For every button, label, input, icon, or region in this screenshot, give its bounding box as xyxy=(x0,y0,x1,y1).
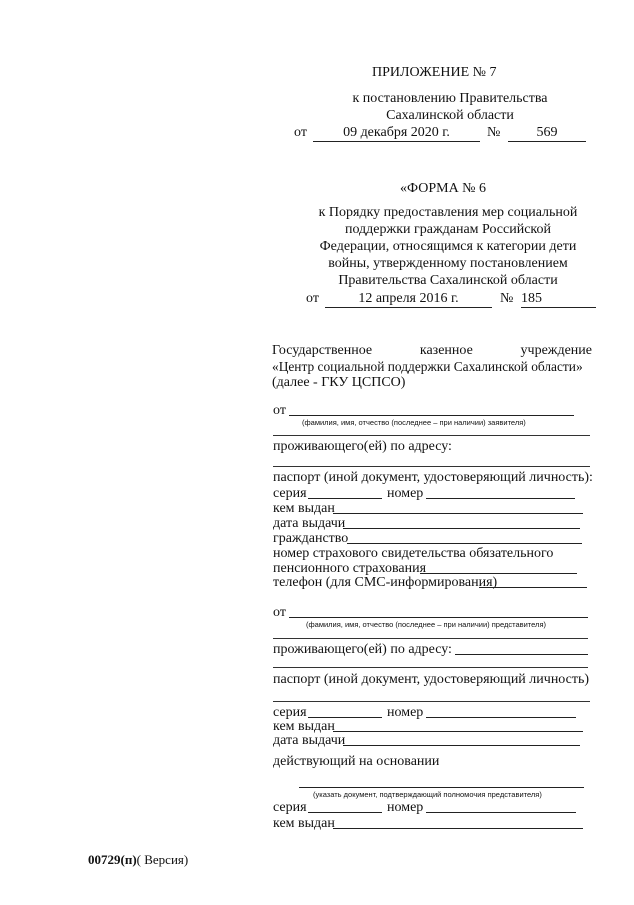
rep-name-line-2[interactable] xyxy=(273,638,588,639)
header-number-label: № xyxy=(487,125,501,140)
rep-address-field[interactable] xyxy=(455,654,588,655)
form-number: 185 xyxy=(521,290,596,308)
addressee-line-1 xyxy=(272,342,592,359)
rep-number-label: номер xyxy=(387,705,424,720)
rep-acting-label: действующий на основании xyxy=(273,754,440,769)
resolution-line-1: к постановлению Правительства xyxy=(352,91,548,106)
applicant-snils-line-1: номер страхового свидетельства обязательного xyxy=(273,546,554,561)
rep-series2-field[interactable] xyxy=(308,812,382,813)
footer-version-text: ( Версия) xyxy=(136,852,189,867)
rep-passport-label: паспорт (иной документ, удостоверяющий личность) xyxy=(273,672,590,687)
addressee-line-2: «Центр социальной поддержки Сахалинской области» xyxy=(272,359,583,374)
form-desc-line-2: поддержки гражданам Российской xyxy=(344,222,552,237)
footer-code: 00729(п) xyxy=(88,852,137,867)
rep-doc-hint: (указать документ, подтверждающий полномочия представителя) xyxy=(313,790,542,799)
applicant-issued-by-label: кем выдан xyxy=(273,501,335,516)
resolution-line-2: Сахалинской области xyxy=(386,108,514,123)
rep-issued-by2-field[interactable] xyxy=(333,828,583,829)
rep-number2-label: номер xyxy=(387,800,424,815)
rep-series-label: серия xyxy=(273,705,307,720)
addressee-word-1: Государственное xyxy=(272,343,373,358)
header-from-label: от xyxy=(294,125,307,140)
addressee-word-3: учреждение xyxy=(520,343,592,358)
rep-series2-label: серия xyxy=(273,800,307,815)
rep-issued-by-label: кем выдан xyxy=(273,719,335,734)
form-desc-line-1: к Порядку предоставления мер социальной xyxy=(318,205,578,220)
rep-number2-field[interactable] xyxy=(426,812,576,813)
form-desc-line-4: войны, утвержденному постановлением xyxy=(328,256,568,271)
applicant-from-label: от xyxy=(273,403,286,418)
applicant-issued-by-field[interactable] xyxy=(333,513,583,514)
rep-issue-date-label: дата выдачи xyxy=(273,733,346,748)
footer-version xyxy=(88,851,188,868)
applicant-series-label: серия xyxy=(273,486,307,501)
applicant-phone-field[interactable] xyxy=(479,587,587,588)
rep-issue-date-field[interactable] xyxy=(343,745,580,746)
applicant-issue-date-field[interactable] xyxy=(343,528,580,529)
addressee-word-2: казенное xyxy=(419,343,473,358)
applicant-residing-label: проживающего(ей) по адресу: xyxy=(273,439,452,454)
applicant-number-label: номер xyxy=(387,486,424,501)
form-from-label: от xyxy=(306,291,319,306)
applicant-passport-label: паспорт (иной документ, удостоверяющий личность): xyxy=(273,470,593,485)
applicant-name-line-2[interactable] xyxy=(273,435,590,436)
form-number-label: № xyxy=(500,291,514,306)
applicant-name-line[interactable] xyxy=(289,415,574,416)
header-number: 569 xyxy=(508,124,586,142)
rep-basis-field[interactable] xyxy=(299,787,584,788)
form-title: «ФОРМА № 6 xyxy=(400,181,487,196)
rep-address-line-2[interactable] xyxy=(273,667,588,668)
applicant-series-field[interactable] xyxy=(308,498,382,499)
applicant-citizenship-field[interactable] xyxy=(347,543,582,544)
rep-issued-by2-label: кем выдан xyxy=(273,816,335,831)
applicant-address-line[interactable] xyxy=(273,466,590,467)
applicant-citizenship-label: гражданство xyxy=(273,531,349,546)
addressee-line-3: (далее - ГКУ ЦСПСО) xyxy=(272,375,406,390)
rep-residing-label: проживающего(ей) по адресу: xyxy=(273,642,452,657)
applicant-phone-label: телефон (для СМС-информирования) xyxy=(273,575,498,590)
applicant-name-hint: (фамилия, имя, отчество (последнее – при наличии) заявителя) xyxy=(302,418,526,427)
rep-name-line[interactable] xyxy=(289,617,588,618)
applicant-snils-line-2: пенсионного страхования xyxy=(273,561,427,576)
rep-from-label: от xyxy=(273,605,286,620)
rep-number-field[interactable] xyxy=(426,717,576,718)
rep-passport-line[interactable] xyxy=(273,701,590,702)
appendix-title: ПРИЛОЖЕНИЕ № 7 xyxy=(372,65,497,80)
form-desc-line-5: Правительства Сахалинской области xyxy=(338,273,558,288)
rep-name-hint: (фамилия, имя, отчество (последнее – при наличии) представителя) xyxy=(306,620,546,629)
form-desc-line-3: Федерации, относящимся к категории дети xyxy=(319,239,577,254)
form-date: 12 апреля 2016 г. xyxy=(325,290,492,308)
header-date: 09 декабря 2020 г. xyxy=(313,124,480,142)
rep-issued-by-field[interactable] xyxy=(333,731,583,732)
applicant-number-field[interactable] xyxy=(426,498,575,499)
applicant-issue-date-label: дата выдачи xyxy=(273,516,346,531)
